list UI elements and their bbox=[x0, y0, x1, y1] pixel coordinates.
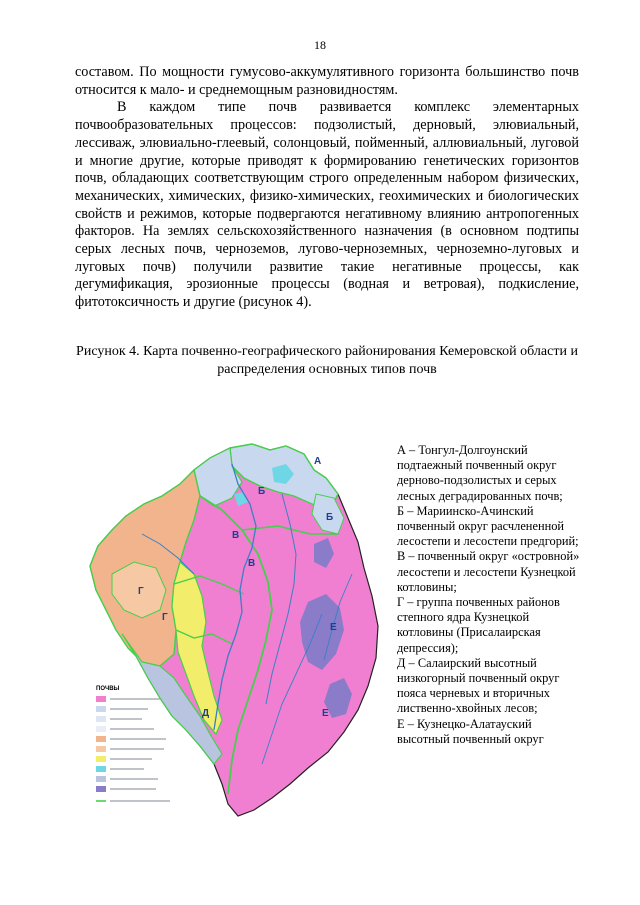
paragraph-1: составом. По мощности гумусово-аккумулятивного горизонта большинство почв относится к мало- и среднемощным разновидностям. bbox=[75, 64, 579, 98]
map-legend-swatch bbox=[96, 756, 106, 762]
legend-item-g: Г – группа почвенных районов степного ядра Кузнецкой котловины (Присалаирская депрессия); bbox=[397, 595, 560, 655]
body-text bbox=[75, 64, 579, 312]
legend-item-b: Б – Мариинско-Ачинский почвенный округ расчлененной лесостепи и лесостепи предгорий; bbox=[397, 503, 579, 549]
region-label-d: Д bbox=[202, 708, 210, 719]
region-label-b1: Б bbox=[258, 486, 266, 497]
map-legend-swatch bbox=[96, 766, 106, 772]
region-label-v2: В bbox=[248, 558, 256, 569]
region-label-v1: В bbox=[232, 530, 240, 541]
map-legend-swatch bbox=[96, 736, 106, 742]
map-legend-title: ПОЧВЫ bbox=[96, 686, 120, 692]
page-number: 18 bbox=[314, 38, 326, 52]
map-legend-swatch bbox=[96, 716, 106, 722]
legend-item-d: Д – Салаирский высотный низкогорный почвенный округ пояса черневых и вторичных лиственно-хвойных лесов; bbox=[397, 655, 560, 716]
paragraph-2: В каждом типе почв развивается комплекс элементарных почвообразовательных процессов: подзолистый, дерновый, элювиальный, лессиваж, элювиально-глеевый, солонцовый, пойменный, аллювиальный, луговой и многие другие, которые приводят к формированию генетических горизонтов почв, обладающих соответствующим строго определенным набором физических, механических, химических, физико-химических, геохимических и биологических свойств и режимов, которые подвергаются негативному влиянию антропогенных факторов. На землях сельскохозяйственного назначения (в основном подтипы серых лесных почв, черноземов, лугово-черноземных, черноземно-луговых и луговых почв) получили развитие такие негативные процессы, как дегумификация, эрозионные процессы (водная и ветровая), подкисление, фитотоксичность и другие (рисунок 4). bbox=[75, 99, 579, 311]
figure-caption: Рисунок 4. Карта почвенно-географического районирования Кемеровской области и распределения основных типов почв bbox=[76, 344, 578, 377]
legend-item-v: В – почвенный округ «островной» лесостепи и лесостепи Кузнецкой котловины; bbox=[397, 549, 580, 594]
region-label-b2: Б bbox=[326, 512, 334, 523]
map-legend bbox=[96, 686, 170, 801]
region-label-e1: Е bbox=[330, 622, 337, 633]
legend-item-e: Е – Кузнецко-Алатауский высотный почвенный округ bbox=[397, 716, 544, 746]
region-label-a: А bbox=[314, 456, 322, 467]
region-label-g2: Г bbox=[162, 612, 168, 623]
soil-map-svg bbox=[82, 434, 382, 820]
map-legend-swatch bbox=[96, 786, 106, 792]
region-label-g1: Г bbox=[138, 586, 144, 597]
map-legend-swatch bbox=[96, 726, 106, 732]
map-legend-swatch bbox=[96, 706, 106, 712]
map-district-legend bbox=[397, 443, 583, 747]
soil-map bbox=[82, 434, 382, 820]
map-legend-swatch bbox=[96, 696, 106, 702]
map-legend-swatch bbox=[96, 746, 106, 752]
map-legend-swatch bbox=[96, 776, 106, 782]
legend-item-a: А – Тонгул-Долгоунский подтаежный почвенный округ дерново-подзолистых и серых лесных деградированных почв; bbox=[397, 443, 563, 503]
region-label-e2: Е bbox=[322, 708, 329, 719]
